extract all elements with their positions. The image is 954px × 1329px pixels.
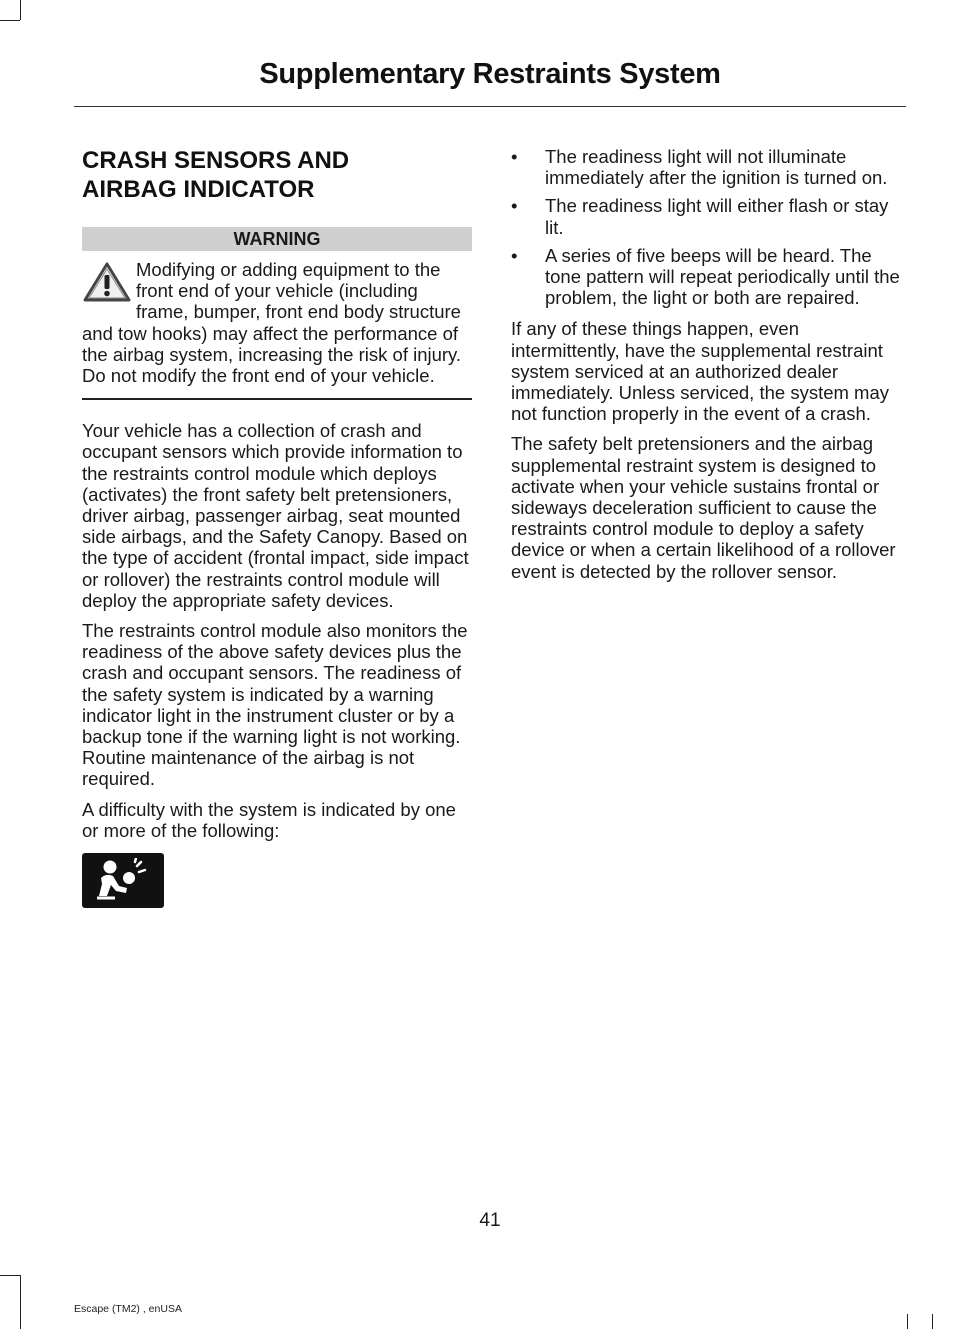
crop-mark: [0, 20, 20, 21]
warning-label: WARNING: [82, 227, 472, 251]
warning-box: [82, 259, 472, 392]
paragraph: A difficulty with the system is indicated by one or more of the following:: [82, 798, 456, 841]
list-item: [511, 146, 903, 188]
page-number: 41: [479, 1210, 501, 1231]
airbag-indicator-icon: [82, 853, 164, 908]
warning-triangle-icon: [82, 261, 132, 303]
paragraph: If any of these things happen, even intermittently, have the supplemental restraint system serviced at an authorized dealer immediately. Unless serviced, the system may not function properly in the event of a crash.: [511, 318, 889, 425]
right-column: [511, 146, 903, 591]
list-item: [511, 245, 903, 309]
footer-text: Escape (TM2) , enUSA: [74, 1303, 182, 1315]
bullet: •: [511, 244, 518, 266]
crop-mark: [932, 1314, 933, 1329]
bullet: •: [511, 195, 518, 217]
header-divider: [74, 106, 906, 107]
section-title-line1: CRASH SENSORS AND: [82, 147, 350, 174]
warning-text: Modifying or adding equipment to the front end of your vehicle (including frame, bumper, front end body structure and tow hooks) may affect the performance of the airbag system, increasing the risk of injury. Do not modify the front end of your vehicle.: [82, 259, 462, 387]
bullet: •: [511, 146, 518, 167]
warning-divider: [82, 398, 472, 400]
page-title: Supplementary Restraints System: [259, 58, 721, 90]
section-title-line2: AIRBAG INDICATOR: [82, 176, 315, 203]
crop-mark: [0, 1275, 20, 1276]
paragraph: The safety belt pretensioners and the airbag supplemental restraint system is designed to activate when your vehicle sustains frontal or sideways deceleration sufficient to cause the restraints control module to deploy a safety device or when a certain likelihood of a rollover event is detected by the rollover sensor.: [511, 433, 896, 582]
list-item: [511, 195, 903, 237]
left-column: [82, 146, 472, 908]
paragraph: The restraints control module also monitors the readiness of the above safety devices plus the crash and occupant sensors. The readiness of the safety system is indicated by a warning indicator light in the instrument cluster or by a backup tone if the warning light is not working. Routine maintenance of the airbag is not required.: [82, 620, 468, 790]
crop-mark: [907, 1314, 908, 1329]
symptom-list: [511, 146, 903, 308]
crop-mark: [20, 1275, 21, 1329]
list-item-text: A series of five beeps will be heard. The tone pattern will repeat periodically until the problem, the light or both are repaired.: [545, 244, 900, 309]
list-item-text: The readiness light will either flash or stay lit.: [545, 195, 889, 238]
crop-mark: [20, 0, 21, 20]
section-title: [82, 146, 472, 204]
airbag-person-icon: [93, 858, 153, 904]
paragraph: Your vehicle has a collection of crash and occupant sensors which provide information to the restraints control module which deploys (activates) the front safety belt pretensioners, driver airbag, passenger airbag, seat mounted side airbags, and the Safety Canopy. Based on the type of accident (frontal impact, side impact or rollover) the restraints control module will deploy the appropriate safety devices.: [82, 420, 469, 611]
list-item-text: The readiness light will not illuminate immediately after the ignition is turned on.: [545, 146, 888, 189]
